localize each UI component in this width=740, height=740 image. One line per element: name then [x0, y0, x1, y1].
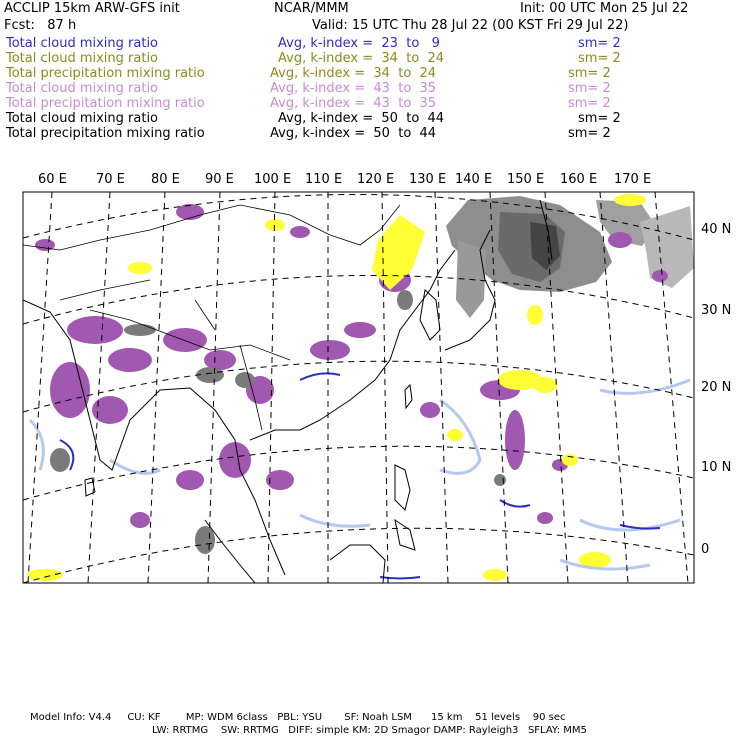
legend-k-index-range: Avg, k-index = 23 to 9: [278, 36, 440, 51]
latitude-label: 20 N: [701, 380, 732, 395]
institution-label: NCAR/MMM: [274, 1, 349, 16]
latitude-label: 30 N: [701, 303, 732, 318]
legend-k-index-range: Avg, k-index = 34 to 24: [270, 66, 437, 81]
longitude-label: 110 E: [305, 172, 343, 187]
legend-smoothing: sm= 2: [568, 81, 611, 96]
longitude-label: 100 E: [254, 172, 292, 187]
legend-smoothing: sm= 2: [578, 36, 621, 51]
legend-k-index-range: Avg, k-index = 50 to 44: [278, 111, 445, 126]
latitude-label: 40 N: [701, 222, 732, 237]
legend-k-index-range: Avg, k-index = 43 to 35: [270, 81, 437, 96]
legend-k-index-range: Avg, k-index = 34 to 24: [278, 51, 445, 66]
latitude-label: 0: [701, 542, 710, 557]
longitude-label: 80 E: [151, 172, 180, 187]
legend-smoothing: sm= 2: [568, 96, 611, 111]
longitude-label: 120 E: [357, 172, 395, 187]
valid-time: Valid: 15 UTC Thu 28 Jul 22 (00 KST Fri 29 Jul 22): [312, 18, 629, 33]
forecast-hour: Fcst: 87 h: [4, 18, 77, 33]
legend-field-name: Total precipitation mixing ratio: [6, 96, 205, 111]
longitude-label: 150 E: [507, 172, 545, 187]
legend-k-index-range: Avg, k-index = 43 to 35: [270, 96, 437, 111]
longitude-label: 160 E: [560, 172, 598, 187]
legend-k-index-range: Avg, k-index = 50 to 44: [270, 126, 437, 141]
longitude-label: 170 E: [614, 172, 652, 187]
model-title: ACCLIP 15km ARW-GFS init: [4, 1, 180, 16]
legend-field-name: Total precipitation mixing ratio: [6, 66, 205, 81]
legend-field-name: Total cloud mixing ratio: [6, 51, 159, 66]
longitude-label: 90 E: [205, 172, 234, 187]
footer-physics-info: LW: RRTMG SW: RRTMG DIFF: simple KM: 2D Smagor DAMP: Rayleigh3 SFLAY: MM5: [152, 725, 587, 736]
longitude-label: 140 E: [455, 172, 493, 187]
latitude-label: 10 N: [701, 460, 732, 475]
footer-model-info: Model Info: V4.4 CU: KF MP: WDM 6class PBL: YSU SF: Noah LSM 15 km 51 levels 90 sec: [30, 712, 566, 723]
legend-smoothing: sm= 2: [568, 66, 611, 81]
legend-field-name: Total precipitation mixing ratio: [6, 126, 205, 141]
longitude-label: 60 E: [38, 172, 67, 187]
legend-field-name: Total cloud mixing ratio: [6, 81, 159, 96]
legend-smoothing: sm= 2: [578, 51, 621, 66]
legend-field-name: Total cloud mixing ratio: [6, 36, 159, 51]
longitude-label: 70 E: [96, 172, 125, 187]
longitude-label: 130 E: [409, 172, 447, 187]
init-time: Init: 00 UTC Mon 25 Jul 22: [520, 1, 689, 16]
legend-smoothing: sm= 2: [568, 126, 611, 141]
legend-smoothing: sm= 2: [578, 111, 621, 126]
legend-field-name: Total cloud mixing ratio: [6, 111, 159, 126]
